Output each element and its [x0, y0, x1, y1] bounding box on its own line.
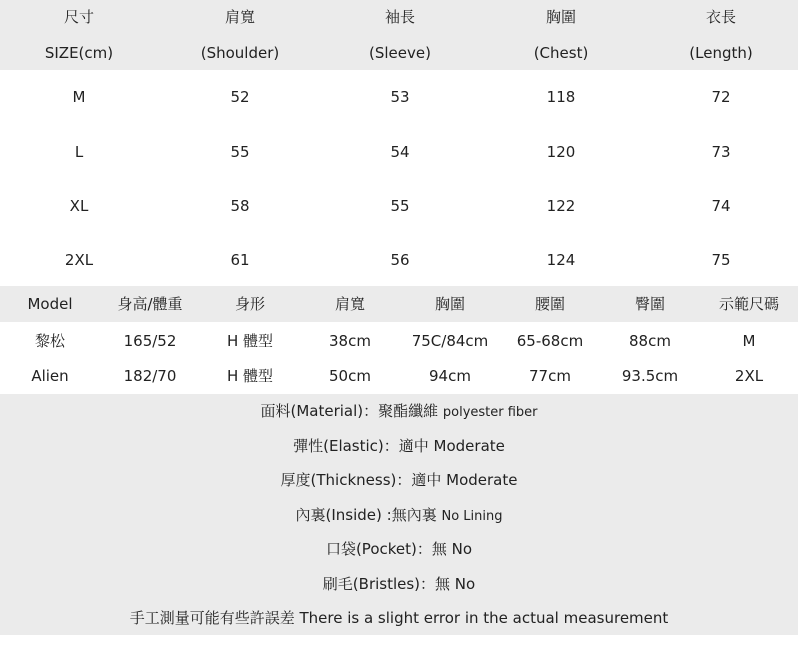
table-row	[0, 245, 798, 275]
header-chest-en: (Chest)	[533, 44, 589, 62]
size-header-en-row	[0, 38, 798, 68]
waist-cell: 77cm	[529, 367, 571, 385]
sleeve-cell: 53	[390, 88, 410, 106]
sleeve-cell: 55	[390, 197, 410, 215]
hip-cell: 88cm	[629, 332, 671, 350]
table-row	[0, 326, 798, 356]
sample-size-cell: M	[742, 332, 756, 350]
size-cell: M	[72, 88, 86, 106]
note-bristles-text: 刷毛(Bristles)：無 No	[322, 575, 476, 593]
height-weight-cell: 165/52	[123, 332, 177, 350]
hip-cell: 93.5cm	[621, 367, 679, 385]
waist-cell: 65-68cm	[516, 332, 584, 350]
note-elastic-text: 彈性(Elastic)：適中 Moderate	[293, 437, 505, 455]
size-header-zh-row	[0, 2, 798, 32]
note-material	[0, 396, 798, 426]
note-pocket-text: 口袋(Pocket)：無 No	[325, 540, 473, 558]
sleeve-cell: 54	[390, 143, 410, 161]
length-cell: 75	[711, 251, 731, 269]
header-height-weight: 身高/體重	[117, 295, 183, 313]
header-length-en: (Length)	[689, 44, 753, 62]
length-cell: 74	[711, 197, 731, 215]
note-material-en: polyester fiber	[442, 405, 538, 420]
header-sleeve-zh: 袖長	[384, 8, 415, 26]
model-header-row	[0, 289, 798, 319]
shoulder-cell: 55	[230, 143, 250, 161]
table-row	[0, 191, 798, 221]
header-length-zh: 衣長	[705, 8, 736, 26]
size-table-header	[0, 0, 798, 70]
size-cell: 2XL	[64, 251, 94, 269]
note-elastic	[0, 431, 798, 461]
note-inside	[0, 500, 798, 530]
body-shape-cell: H 體型	[226, 367, 274, 385]
note-pocket	[0, 534, 798, 564]
header-waist: 腰圍	[534, 295, 565, 313]
shoulder-cell: 61	[230, 251, 250, 269]
note-measurement-error-text: 手工測量可能有些許誤差 There is a slight error in the actual measurement	[129, 609, 669, 627]
length-cell: 73	[711, 143, 731, 161]
note-thickness	[0, 465, 798, 495]
shoulder-cell: 50cm	[329, 367, 371, 385]
table-row	[0, 361, 798, 391]
header-hip: 臀圍	[634, 295, 665, 313]
chest-cell: 124	[546, 251, 576, 269]
size-cell: XL	[69, 197, 89, 215]
sleeve-cell: 56	[390, 251, 410, 269]
chest-cell: 75C/84cm	[411, 332, 489, 350]
model-name-cell: Alien	[31, 367, 69, 385]
note-bristles	[0, 569, 798, 599]
chest-cell: 120	[546, 143, 576, 161]
header-size-zh: 尺寸	[63, 8, 94, 26]
header-body-shape: 身形	[234, 295, 265, 313]
chest-cell: 118	[546, 88, 576, 106]
note-inside-text: 內裏(Inside) :無內裏	[295, 506, 442, 524]
table-row	[0, 137, 798, 167]
shoulder-cell: 52	[230, 88, 250, 106]
product-notes	[0, 394, 798, 635]
header-sleeve-en: (Sleeve)	[369, 44, 431, 62]
header-model: Model	[27, 295, 73, 313]
note-inside-en: No Lining	[441, 509, 503, 524]
length-cell: 72	[711, 88, 731, 106]
note-measurement-error	[0, 603, 798, 633]
shoulder-cell: 38cm	[329, 332, 371, 350]
table-row	[0, 82, 798, 112]
chest-cell: 122	[546, 197, 576, 215]
sample-size-cell: 2XL	[734, 367, 764, 385]
body-shape-cell: H 體型	[226, 332, 274, 350]
model-table-header	[0, 286, 798, 322]
chest-cell: 94cm	[429, 367, 471, 385]
height-weight-cell: 182/70	[123, 367, 177, 385]
header-sample-size: 示範尺碼	[718, 295, 779, 313]
header-shoulder-en: (Shoulder)	[200, 44, 280, 62]
header-shoulder: 肩寬	[334, 295, 365, 313]
size-cell: L	[74, 143, 84, 161]
model-name-cell: 黎松	[34, 332, 65, 350]
header-size-en: SIZE(cm)	[44, 44, 114, 62]
shoulder-cell: 58	[230, 197, 250, 215]
note-thickness-text: 厚度(Thickness)：適中 Moderate	[280, 471, 518, 489]
header-shoulder-zh: 肩寬	[224, 8, 255, 26]
note-material-text: 面料(Material)：聚酯纖維	[260, 402, 443, 420]
header-chest: 胸圍	[434, 295, 465, 313]
header-chest-zh: 胸圍	[545, 8, 576, 26]
